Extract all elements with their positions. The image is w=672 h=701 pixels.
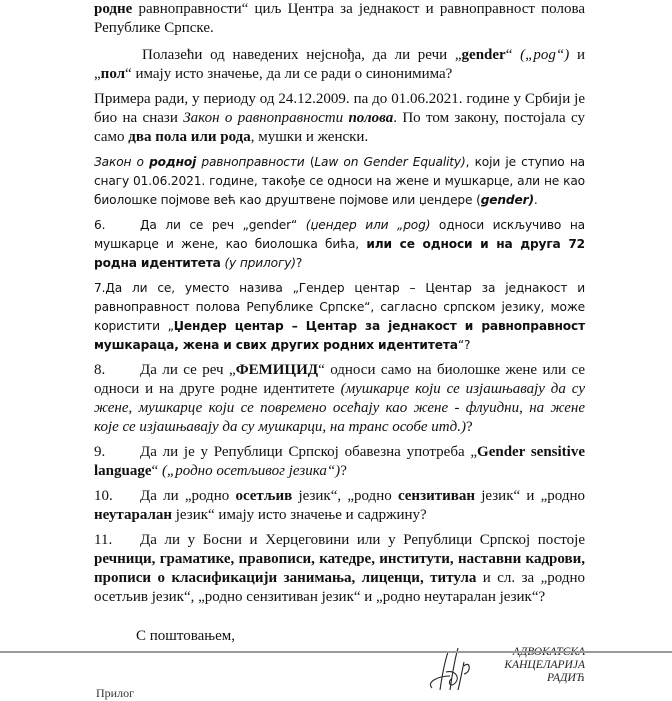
text: Да ли је у Републици Српској обавезна употреба „	[140, 444, 478, 460]
bold-text: gender	[461, 47, 506, 63]
bold-italic-text: gender)	[480, 193, 534, 207]
question-10	[94, 487, 585, 525]
text: (	[304, 155, 315, 169]
italic-text: Law on Gender Equality)	[314, 155, 466, 169]
paragraph-intro-end	[94, 0, 585, 38]
italic-text: (џендер или „pog)	[305, 218, 431, 232]
question-number: 10.	[94, 488, 113, 504]
italic-text: (у прилогу)	[224, 256, 296, 270]
text: језик“ имају исто значење и садржину?	[172, 507, 427, 523]
text: Да ли се реч „gender“	[140, 218, 306, 232]
paragraph-gender-question	[94, 46, 585, 84]
text: . По том закону, постојала су само	[94, 110, 585, 145]
text: односи искључиво на мушкарце и жене, као биолошка бића,	[94, 218, 585, 251]
closing-salutation: С поштовањем,	[136, 628, 235, 644]
text: “?	[457, 338, 471, 352]
bold-text: Gender sensitive language	[94, 444, 586, 479]
text: ?	[465, 419, 473, 435]
italic-text: Закон о равноправности	[183, 110, 349, 126]
text: , мушки и женски.	[250, 129, 369, 145]
bold-text: сензитиван	[397, 488, 476, 504]
text: језик“, „родно	[292, 488, 398, 504]
bold-text: ФЕМИЦИД	[235, 362, 319, 378]
question-number: 6.	[94, 218, 106, 232]
text: равноправности“ циљ Центра за једнакост и равноправност полова Републике Српске.	[94, 1, 585, 36]
bold-text: неутаралан	[94, 507, 173, 523]
question-9	[94, 443, 585, 481]
question-7	[94, 279, 585, 355]
text: Полазећи од наведених нејснођа, да ли речи „	[142, 47, 462, 63]
question-number: 8.	[94, 362, 106, 378]
text: “ имају исто значење, да ли се ради о синонимима?	[125, 66, 453, 82]
bold-italic-text: родној	[149, 155, 197, 169]
question-6	[94, 216, 585, 273]
italic-text: („pog“)	[520, 47, 570, 63]
bold-italic-text: полова	[348, 110, 394, 126]
italic-text: („родно осетљивог језика“)	[161, 463, 341, 479]
question-number: 9.	[94, 444, 106, 460]
text: Да ли се реч „	[140, 362, 236, 378]
text: 7.Да ли се, уместо назива „Гендер центар – Центар за једнакост и равноправност полова Републике Српске“, сагласно српском језику, може користити „	[94, 281, 585, 333]
document-body	[94, 0, 586, 700]
bold-text: речници, граматике, правописи, катедре, институти, наставни кадрови, прописи о класификацији занимања, лиценци, титула	[94, 551, 585, 586]
cut-off-text: Прилог	[96, 686, 134, 700]
bold-text: два пола или рода	[128, 129, 251, 145]
text: “	[151, 463, 162, 479]
text: и сл. за „родно осетљив језик“, „родно сензитиван језик“ и „родно неутаралан језик“?	[94, 570, 585, 605]
stamp-line: РАДИЋ	[546, 672, 585, 684]
stamp-line: КАНЦЕЛАРИЈА	[504, 659, 585, 671]
paragraph-gender-equality-law	[94, 153, 585, 210]
text: “ односи само на биолошке жене или се односи и на друге родне идентитете	[94, 362, 585, 397]
text: Примера ради, у периоду од 24.12.2009. па до 01.06.2021. године у Србији је био на снази	[94, 91, 585, 126]
question-number: 11.	[94, 532, 113, 548]
text: , који је ступио на снагу 01.06.2021. године, такође се односи на жене и мушкарце, али не као биолошке појмове већ као друштвене појмове или џендере (	[94, 155, 585, 207]
question-11	[94, 531, 585, 607]
bold-text: Џендер центар – Центар за једнакост и равноправност мушкараца, жена и свих других родних идентитета	[94, 319, 585, 352]
bold-text: осетљив	[235, 488, 293, 504]
text: Да ли у Босни и Херцеговини или у Републици Српској постоје	[140, 532, 585, 548]
italic-text: равноправности	[196, 155, 305, 169]
text: Да ли „родно	[140, 488, 236, 504]
signature-block	[94, 646, 585, 700]
paragraph-law-history	[94, 90, 585, 147]
text: .	[533, 193, 538, 207]
italic-text: Закон о	[94, 155, 150, 169]
text: ?	[295, 256, 303, 270]
italic-text: (мушкарце који се изјашњавају да су жене, мушкарце који се повремено осећају као жене - флуидни, на жене које се изјашњавају да су мушкарци, на транс особе итд.)	[94, 381, 585, 435]
text: ?	[340, 463, 347, 479]
text: “	[505, 47, 521, 63]
bold-text: или се односи и на друга 72 родна идентитета	[94, 237, 585, 270]
text: и „	[94, 47, 585, 82]
question-8	[94, 361, 585, 437]
bold-text: пол	[100, 66, 126, 82]
text: језик“ и „родно	[475, 488, 585, 504]
bold-text: родне	[94, 1, 133, 17]
